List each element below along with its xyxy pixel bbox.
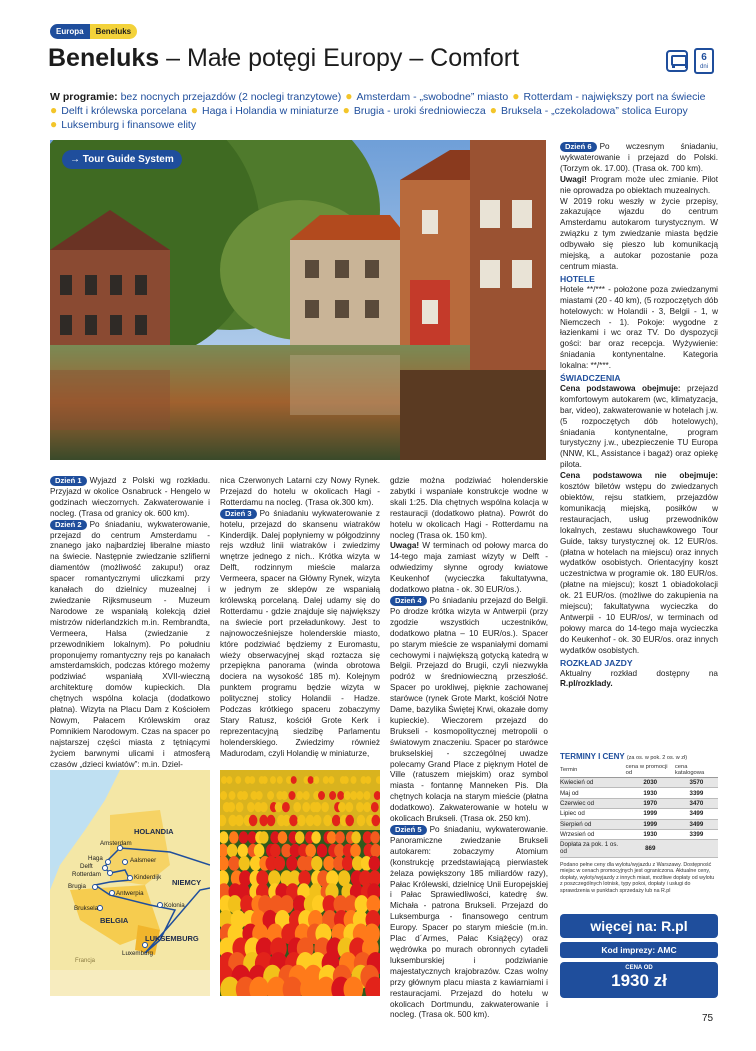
tulip-flower	[313, 802, 321, 812]
price-label: CENA OD	[625, 965, 653, 971]
map-city: Delft	[80, 863, 93, 870]
bullet-icon: ●	[489, 103, 497, 117]
day-text: gdzie można podziwiać holenderskie zabytki i wspaniałe konstrukcje wodne w skali 1:25. Dla chętnych wspólna kolacja w restauracji (dodatkowo płatna). Powrót do hotelu w okolicach Hagi - Rotterdamu na nocleg (Trasa ok. 150 km).	[390, 476, 548, 540]
tulip-flower	[311, 831, 321, 843]
program-item: Bruksela - „czekoladowa” stolica Europy	[500, 105, 688, 117]
table-cell: 3470	[675, 798, 718, 808]
day-text: Po śniadaniu wykwaterowanie z hotelu, przejazd do skansenu wiatraków Kinderdijk. Dalej popłyniemy w półgodzinny rejs wzdłuż linii wiatraków i zwiedzimy wnętrze jednego z nich.. Krótka wizyta w Delft, rodzinnym mieście malarza Vermeera, spacer na Główny Rynek, wizyta w jednym ze sklepów ze wspaniałą królewską porcelaną. Dalej udamy się do Rotterdamu - gdzie znajduje się największy na świecie port przeładunkowy. Jest to najnowocześniejsze holenderskie miasto, które podziwiać będziemy z Euromastu, wieży obserwacyjnej skąd roztacza się przepiękna panorama (winda obrotowa dociera na wysokość 185 m). Kolejnym punktem programu będzie wizyta w politycznej stolicy Holandii - Hadze. Podczas krótkiego spaceru zobaczymy Stary Ratusz, kościół Grote Kerk i reprezentacyjną siedzibę Parlamentu holenderskiego. Zwiedzimy również Madurodam, czyli Holandię w miniaturze,	[220, 508, 380, 758]
tulip-flower	[227, 802, 235, 812]
itinerary-column-1	[50, 476, 210, 770]
more-info-button[interactable]: więcej na: R.pl	[560, 914, 718, 938]
tulip-flower	[351, 776, 357, 784]
day-text: nica Czerwonych Latarni czy Nowy Rynek. Przejazd do hotelu w okolicach Hagi - Rotterdamu na nocleg. (Trasa ok.300 km).	[220, 476, 380, 507]
table-row[interactable]	[560, 819, 718, 829]
tulip-flower	[351, 831, 361, 843]
table-header: cena katalogowa	[675, 763, 718, 778]
tulip-flower	[289, 791, 296, 800]
table-cell: Wrzesień od	[560, 829, 626, 839]
bus-icon	[666, 50, 688, 72]
tulip-flower	[323, 776, 329, 784]
map-city: Kolonia	[164, 902, 185, 909]
tag-continent[interactable]: Europa	[50, 24, 90, 39]
tulip-flower	[289, 815, 298, 826]
tulip-flower	[291, 776, 297, 784]
tulip-flower	[323, 815, 332, 826]
table-cell: 1930	[626, 829, 675, 839]
table-row[interactable]	[560, 829, 718, 839]
duration-number: 6	[701, 52, 707, 63]
page-number: 75	[702, 1013, 714, 1024]
includes-label: Cena podstawowa obejmuje:	[560, 383, 681, 393]
day-badge: Dzień 6	[560, 142, 597, 152]
tulip-flower	[357, 815, 366, 826]
warning-text: W terminach od połowy marca do 14-tego maja zamiast wizyty w Delft - odwiedzimy słynne ogrody kwiatowe Keukenhof (wycieczka fakultatywna, dodatkowo płatna - ok. 30 EUR/os.).	[390, 541, 548, 595]
tulip-field-photo	[220, 770, 380, 996]
table-cell: Dopłata za pok. 1 os. od	[560, 840, 626, 857]
tulip-flower	[321, 802, 329, 812]
route-map	[50, 770, 210, 996]
program-item: Luksemburg i finansowe elity	[61, 119, 197, 131]
price-value: 1930 zł	[611, 971, 667, 990]
table-cell: Lipiec od	[560, 809, 626, 819]
tulip-flower	[260, 802, 268, 812]
program-item: bez nocnych przejazdów (2 noclegi tranzytowe)	[120, 91, 342, 103]
table-header: Termin	[560, 763, 626, 778]
program-item: Rotterdam - największy port na świecie	[523, 91, 706, 103]
table-cell: Czerwiec od	[560, 798, 626, 808]
map-country: BELGIA	[100, 916, 129, 925]
tulip-flower	[296, 791, 303, 800]
program-item: Haga i Holandia w miniaturze	[201, 105, 339, 117]
warning-label: Uwaga!	[390, 541, 420, 551]
tour-code: Kod imprezy: AMC	[560, 942, 718, 958]
tulip-flower	[227, 844, 238, 858]
tulip-flower	[328, 776, 334, 784]
tulip-flower	[236, 802, 244, 812]
tulip-flower	[267, 791, 274, 800]
day-text: Po wczesnym śniadaniu, wykwaterowanie i przejazd do Polski. (Torzym ok. 17.00). (Trasa ok. 700 km).	[560, 142, 718, 173]
day-text: Po śniadaniu przejazd do Belgii. Po drodze krótka wizyta w Antwerpii (przy zgodzie wszystkich uczestników, dodatkowo płatna – 10 EUR/os.). Spacer po starym mieście ze wspaniałymi domami cechowymi i największą gotycką katedrą w Belgii. Przejazd do Brugii, czyli niezwykła podróż w średniowieczną przeszłość. Spacer po urokliwej, pięknie zachowanej starówce (rynek Grote Markt, kościół Notre Dame, bazylika Świętej Krwi, okazałe domy kupieckie). Wieczorem przejazd do Brukseli - kosmopolitycznej metropolii o światowym znaczeniu. Spacer po starówce brukselskiej - szczególnej uwadze polecamy Grand Place z pięknym Hotel de Ville (ratuszem miejskim) oraz symbol miasta - fontannę Manneken Pis. Dla chętnych kolacja na starym mieście (płatna dodatkowo). Zakwaterowanie w hotelu w okolicach Brukseli. (Trasa ok. 250 km).	[390, 595, 548, 824]
tulip-flower	[327, 831, 337, 843]
tulip-flower	[303, 791, 310, 800]
tulip-flower	[229, 831, 239, 843]
tulip-flower	[323, 856, 334, 871]
program-label: W programie:	[50, 91, 118, 103]
program-item: Amsterdam - „swobodne” miasto	[356, 91, 509, 103]
table-header-row	[560, 763, 718, 778]
tulip-flower	[295, 831, 305, 843]
tulip-flower	[239, 831, 249, 843]
table-cell: 1999	[626, 809, 675, 819]
map-city: Brugia	[68, 883, 86, 890]
map-country: NIEMCY	[172, 878, 202, 887]
hotels-text: Hotele **/*** - położone poza zwiedzanymi miastami (20 - 40 km), (5 rozpoczętych dób hotelowych: w Holandii - 3, Belgii - 1, w Niemczech - 1). Pokoje: wygodne z łazienkami i wc oraz TV. Do dyspozycji gości: bar oraz recepcja. Wyżywienie: śniadania kontynentalne. Kategoria lokalna: **/***.	[560, 284, 718, 371]
schedule-heading: ROZKŁAD JAZDY	[560, 657, 633, 668]
bullet-icon: ●	[50, 117, 58, 131]
tulip-flower	[259, 831, 269, 843]
tulip-flower	[302, 802, 310, 812]
table-row[interactable]	[560, 788, 718, 798]
terms-and-prices	[560, 752, 718, 895]
tulip-flower	[363, 791, 370, 800]
tulip-flower	[281, 791, 288, 800]
table-cell: 1999	[626, 819, 675, 829]
terms-subtitle: (za os. w pok. 2 os. w zł)	[626, 755, 688, 761]
tulip-flower	[221, 776, 227, 784]
table-cell: 1970	[626, 798, 675, 808]
tulip-flower	[278, 831, 288, 843]
map-country: Francja	[75, 958, 96, 964]
day-text: Po śniadaniu, wykwaterowanie. Panoramiczne zwiedzanie Brukseli autokarem: zobaczymy Atomium (konstrukcję przedstawiającą pierwiastek żelaza powiększony 185 miliardów razy), Pałac Królewski, dzielnicę Unii Europejskiej i Pałac Sprawiedliwości, katedrę św. Michała - patrona Brukseli. Przejazd do Luksemburga - finansowego centrum Europy. Spacer po starym mieście (m.in. Plac d´Armes, Pałac Książęcy) oraz wędrówka po murach obronnych cytadeli luksemburskiej i podziwianie majestatycznych krajobrazów. Czas wolny przy głównym placu miasta z kawiarniami i restauracjami. Przejazd do hotelu w okolicach Dortmundu, zakwaterowanie i nocleg. (Trasa ok. 500 km).	[390, 825, 548, 1020]
bullet-icon: ●	[512, 89, 520, 103]
table-cell: 3499	[675, 819, 718, 829]
itinerary-column-3	[390, 476, 548, 1021]
tulip-flower	[220, 791, 227, 800]
excludes-text: kosztów biletów wstępu do zwiedzanych obiektów, rejsu statkiem, przejazdów komunikacją miejską, posiłków w restauracjach, usług przewodników lokalnych, zestawu słuchawkowego Tour Guide, taksy turystycznej ok. 12 EUR/os. (płatna w hotelach na miejscu) oraz innych wydatków osobistych. Orientacyjny koszt uczestnictwa w programie ok. 180 EUR/os. (płatne na miejscu); koszt 1 obiadokolacji ok. 21 EUR/os. (możliwe do zakupienia na miejscu); fakultatywna wycieczka do Antwerpii - 10 EUR/os/, w terminach od połowy marca do 14-tego maja wycieczka do Keukenhof - ok. 30 EUR/os. oraz innych wydatków osobistych.	[560, 482, 718, 655]
schedule-link[interactable]: R.pl/rozklady.	[560, 679, 613, 689]
map-city: Luxemburg	[122, 950, 153, 957]
hotels-heading: HOTELE	[560, 273, 595, 284]
bruges-canal-photo	[50, 140, 546, 460]
tulip-flower	[239, 856, 250, 871]
tulip-flower	[371, 802, 379, 812]
tulip-flower	[356, 802, 364, 812]
day-badge: Dzień 2	[50, 520, 87, 530]
tulip-flower	[332, 815, 341, 826]
map-country: LUKSEMBURG	[145, 934, 199, 943]
program-highlights	[50, 90, 710, 132]
excludes-label: Cena podstawowa nie obejmuje:	[560, 471, 718, 481]
itinerary-column-2	[220, 476, 380, 760]
day-badge: Dzień 3	[220, 509, 257, 519]
page-title	[48, 44, 519, 73]
tour-guide-badge[interactable]: → Tour Guide System	[62, 150, 182, 169]
tulip-flower	[350, 844, 361, 858]
tulip-flower	[313, 815, 322, 826]
table-cell: Sierpień od	[560, 819, 626, 829]
warning-label: Uwagi!	[560, 174, 587, 184]
terms-note: Podano pełne ceny dla wylotu/wyjazdu z Warszawy. Dostępność miejsc w cenach promocyjnych jest ograniczona. Aktualne ceny, dopłaty, wyloty/wyjazdy z innych miast, możliwe dopłaty od wylotu z poszczególnych lotnisk, typy pokoi, dopłaty i usługi do sprawdzenia w punktach sprzedaży lub na R.pl	[560, 861, 715, 894]
tulip-flower	[247, 802, 255, 812]
tulip-flower	[228, 856, 239, 871]
tulip-flower	[317, 844, 328, 858]
tulip-flower	[275, 802, 283, 812]
tulip-flower	[277, 776, 283, 784]
tulip-flower	[308, 776, 314, 784]
schedule-text: Aktualny rozkład dostępny na	[560, 668, 718, 678]
warning-text: Program może ulec zmianie. Pilot nie oprowadza po obiektach muzealnych.	[560, 174, 719, 195]
tulip-flower	[235, 815, 244, 826]
map-city: Aalsmeer	[130, 857, 157, 864]
program-item: Delft i królewska porcelana	[61, 105, 187, 117]
table-header: cena w promocji od	[626, 763, 675, 778]
tulip-flower	[365, 776, 371, 784]
map-city: Amsterdam	[100, 840, 132, 847]
tulip-flower	[338, 802, 346, 812]
tulip-flower	[318, 791, 325, 800]
terms-heading	[560, 752, 718, 761]
table-row[interactable]	[560, 809, 718, 819]
tulip-flower	[369, 856, 380, 871]
map-city: Antwerpia	[116, 890, 144, 897]
bullet-icon: ●	[345, 89, 353, 103]
tulip-flower	[293, 802, 301, 812]
map-city: Bruksela	[74, 905, 99, 912]
day-text: Wyjazd z Polski wg rozkładu. Przyjazd w okolice Osnabruck - Hengelo w godzinach wieczornych. Zakwaterowanie i nocleg. (Trasa od granicy ok. 600 km).	[50, 476, 210, 518]
tulip-flower	[345, 815, 354, 826]
table-cell: Kwiecień od	[560, 778, 626, 788]
tulip-flower	[270, 844, 281, 858]
tulip-flower	[363, 802, 371, 812]
day-badge: Dzień 5	[390, 825, 427, 835]
tulip-flower	[238, 844, 249, 858]
title-bold: Beneluks	[48, 44, 160, 72]
tulip-flower	[350, 791, 357, 800]
tulip-flower	[335, 831, 345, 843]
map-city: Kinderdijk	[134, 874, 162, 881]
tulip-flower	[372, 815, 381, 826]
tulip-flower	[305, 844, 316, 858]
day-badge: Dzień 1	[50, 476, 87, 486]
table-cell	[675, 840, 718, 857]
bullet-icon: ●	[190, 103, 198, 117]
map-country: HOLANDIA	[134, 827, 174, 836]
tulip-flower	[267, 815, 276, 826]
tulip-flower	[262, 776, 268, 784]
tulip-flower	[270, 776, 276, 784]
table-cell: 1930	[626, 788, 675, 798]
tulip-flower	[370, 831, 380, 843]
map-city: Haga	[88, 855, 103, 862]
tulip-flower	[344, 791, 351, 800]
table-row[interactable]	[560, 778, 718, 788]
table-cell: 2030	[626, 778, 675, 788]
bullet-icon: ●	[342, 103, 350, 117]
table-cell: 3399	[675, 829, 718, 839]
tulip-flower	[282, 802, 290, 812]
info-column	[560, 142, 718, 690]
program-item: Brugia - uroki średniowiecza	[353, 105, 486, 117]
tulip-flower	[249, 815, 258, 826]
terms-title: TERMINY I CENY	[560, 752, 625, 761]
tulip-flower	[235, 776, 241, 784]
duration-unit: dni	[699, 64, 708, 70]
amsterdam-note: W 2019 roku weszły w życie przepisy, zakazujące wjazdu do centrum Amsterdamu autokarom turystycznym. W związku z tym zwiedzanie miasta będzie odbywało się pieszo lub komunikacją miejską, a autokar pozostanie poza centrum miasta.	[560, 196, 718, 271]
tulip-flower	[337, 791, 344, 800]
day-text: Po śniadaniu, wykwaterowanie, przejazd do centrum Amsterdamu - znanego jako najbardziej liberalne miasto na świecie. Następnie zwiedzanie szlifierni diamentów (możliwość zakupu!) oraz spacer romantycznymi uliczkami przy kanałach do dzielnicy muzealnej i zwiedzanie Rijksmuseum - Muzeum Narodowe ze wspaniałą kolekcją dzieł mistrzów niderlandzkich m.in. Rembrandta, Vermeera, Halsa (zwiedzanie z przewodnikiem lokalnym). Po południu proponujemy romantyczny rejs po kanałach amsterdamskich, podczas którego możemy podziwiać wspaniałą XVII-wieczną architekturę domów kupieckich. Dla chętnych wspólna kolacja (dodatkowo płatna). Wizyta na Placu Dam z Kościołem Nowym, Pałacem Królewskim oraz Pomnikiem Narodowym. Czas na spacer po najstarszej części miasta z tętniącymi życiem barwnymi ulicami i atmosferą czasów „dzieci kwiatów”: m.in. Dziel-	[50, 519, 210, 769]
title-rest: – Małe potęgi Europy – Comfort	[159, 44, 520, 72]
tulip-flower	[343, 776, 349, 784]
tulip-flower	[286, 856, 297, 871]
day-badge: Dzień 4	[390, 596, 427, 606]
table-cell: Maj od	[560, 788, 626, 798]
map-city: Rotterdam	[72, 871, 101, 878]
tag-region[interactable]: Beneluks	[90, 24, 138, 39]
tulip-flower	[345, 802, 353, 812]
tulip-flower	[313, 776, 319, 784]
tulip-flower	[342, 856, 353, 871]
tulip-flower	[356, 791, 363, 800]
table-cell: 3399	[675, 788, 718, 798]
bullet-icon: ●	[50, 103, 58, 117]
table-row[interactable]	[560, 798, 718, 808]
duration-badge	[694, 48, 714, 74]
services-heading: ŚWIADCZENIA	[560, 373, 621, 384]
tulip-flower	[329, 791, 336, 800]
tulip-flower	[256, 791, 263, 800]
tulip-flower	[254, 844, 265, 858]
breadcrumb-tags	[50, 24, 137, 39]
tulip-flower	[226, 776, 232, 784]
tulip-flower	[274, 856, 285, 871]
tulip-flower	[229, 791, 236, 800]
table-cell: 869	[626, 840, 675, 857]
table-cell: 3570	[675, 778, 718, 788]
includes-text: przejazd komfortowym autokarem (wc, klimatyzacja, bar, video), zakwaterowanie w hotelach j.w. (5 rozpoczętych dób hotelowych), śniadania kontynentalne, program turystyczny j.w., ubezpieczenie TU Europa (NNW, KL, Assistance i bagaż) oraz opiekę pilota.	[560, 383, 718, 470]
table-cell: 3499	[675, 809, 718, 819]
tulip-flower	[249, 776, 255, 784]
tulip-flower	[311, 856, 322, 871]
price-table	[560, 763, 718, 858]
tulip-flower	[241, 791, 248, 800]
table-row[interactable]	[560, 840, 718, 857]
price-box[interactable]	[560, 962, 718, 998]
tulip-flower	[297, 815, 306, 826]
